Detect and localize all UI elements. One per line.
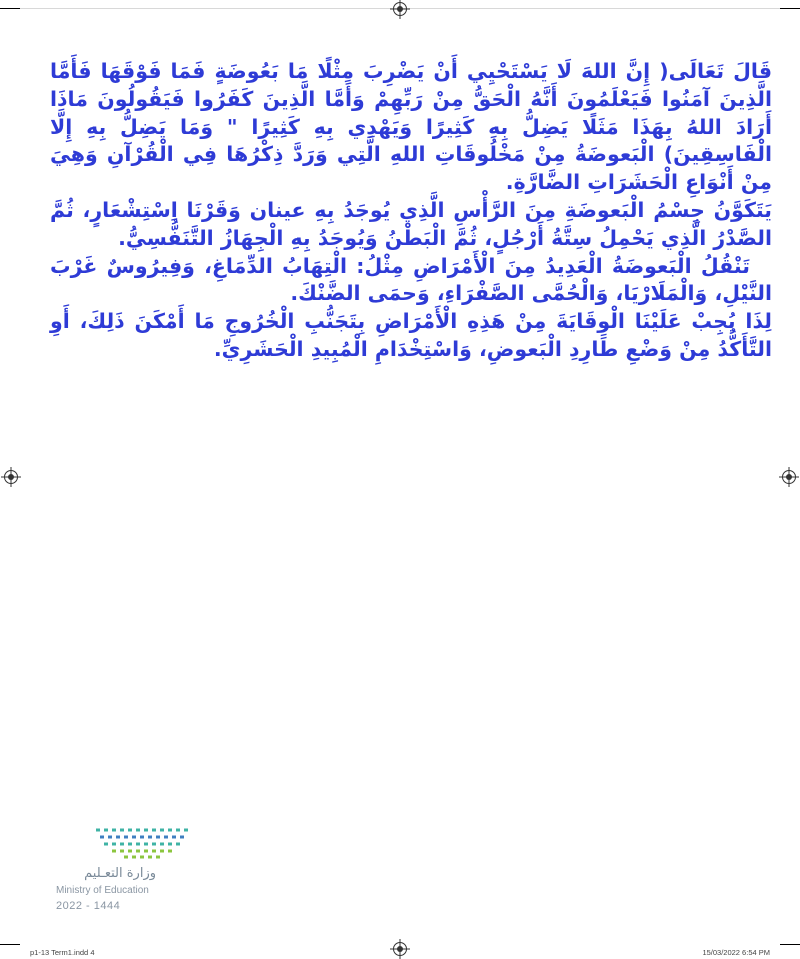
crop-mark — [0, 8, 20, 9]
footer-timestamp: 15/03/2022 6:54 PM — [702, 948, 770, 957]
logo-dot — [160, 829, 164, 832]
edition-year: 2022 - 1444 — [56, 900, 121, 912]
logo-dot — [156, 836, 160, 839]
logo-dot — [104, 843, 108, 846]
footer-file-name: p1-13 Term1.indd 4 — [30, 948, 95, 957]
logo-dot — [152, 843, 156, 846]
logo-dot — [176, 843, 180, 846]
logo-dot — [172, 836, 176, 839]
ministry-name-english: Ministry of Education — [56, 885, 149, 896]
logo-dot — [128, 850, 132, 853]
crop-mark — [780, 944, 800, 945]
logo-dot — [120, 829, 124, 832]
logo-dot — [108, 836, 112, 839]
logo-dot — [148, 836, 152, 839]
logo-dot — [144, 843, 148, 846]
registration-mark-icon — [782, 470, 796, 484]
paragraph-diseases: تَنْقُلُ الْبَعوضَةُ الْعَدِيدُ مِنَ الْأَمْرَاضِ مِثْلُ: الْتِهَابُ الدِّمَاغِ، وَفِيرُوسٌ غَرْبَ النَّيْلِ، وَالْمَلَارْيَا، وَالْحُمَّى الصَّفْرَاءِ، وَحمَى الضَّنْكَ. — [50, 253, 772, 306]
logo-dot — [148, 856, 152, 859]
logo-dot — [156, 856, 160, 859]
logo-dot — [112, 850, 116, 853]
crop-mark — [0, 944, 20, 945]
registration-mark-icon — [393, 2, 407, 16]
logo-dot — [112, 843, 116, 846]
logo-dot — [184, 829, 188, 832]
ministry-name-arabic: وزارة التعـليم — [84, 866, 156, 881]
logo-dot — [124, 856, 128, 859]
logo-dot — [124, 836, 128, 839]
ministry-logo-icon — [96, 826, 188, 862]
logo-dot — [136, 829, 140, 832]
crop-mark — [780, 8, 800, 9]
logo-dot — [116, 836, 120, 839]
logo-dot — [96, 829, 100, 832]
logo-dot — [120, 850, 124, 853]
logo-dot — [152, 829, 156, 832]
logo-dot — [152, 850, 156, 853]
logo-dot — [168, 829, 172, 832]
logo-dot — [168, 843, 172, 846]
logo-dot — [128, 843, 132, 846]
logo-dot — [164, 836, 168, 839]
logo-dot — [104, 829, 108, 832]
logo-dot — [140, 836, 144, 839]
registration-mark-icon — [4, 470, 18, 484]
logo-dot — [176, 829, 180, 832]
ministry-logo — [56, 826, 196, 916]
logo-dot — [136, 843, 140, 846]
logo-dot — [140, 856, 144, 859]
logo-dot — [160, 850, 164, 853]
logo-dot — [128, 829, 132, 832]
registration-mark-icon — [393, 942, 407, 956]
logo-dot — [144, 829, 148, 832]
paragraph-prevention: لِذَا يُجِبْ عَلَيْنَا الْوِقَايَةَ مِنْ هَذِهِ الْأَمْرَاضِ بِتَجَنُّبِ الْخُرُوجِ مَا أَمْكَنَ ذَلِكَ، أَوِ التَّأَكُّدُ مِنْ وَضْعِ طَارِدِ الْبَعوضِ، وَاسْتِخْدَامِ الْمُبِيدِ الْحَشَرِيِّ. — [50, 309, 772, 361]
logo-dot — [112, 829, 116, 832]
logo-dot — [120, 843, 124, 846]
logo-dot — [132, 856, 136, 859]
logo-dot — [100, 836, 104, 839]
logo-dot — [180, 836, 184, 839]
logo-dot — [136, 850, 140, 853]
logo-dot — [132, 836, 136, 839]
paragraph-body-structure: يَتَكَوَّنُ جِسْمُ الْبَعوضَةِ مِنَ الرَّأْسِ الَّذِي يُوجَدُ بِهِ عينان وَقَرْنَا اِسْتِشْعَارٍ، ثُمَّ الصَّدْرُ الَّذِي يَحْمِلُ سِتَّةُ أَرْجُلٍ، ثُمَّ الْبَطْنُ وَيُوجَدُ بِهِ الْجِهَازُ التَّنَفُّسِيُّ. — [50, 197, 772, 250]
body-text — [50, 58, 772, 364]
logo-dot — [144, 850, 148, 853]
logo-dot — [168, 850, 172, 853]
paragraph-quran-verse: قَالَ تَعَالَى( إِنَّ اللهَ لَا يَسْتَحْيِي أَنْ يَضْرِبَ مِثْلًا مَا بَعُوضَةٍ فَمَا فَوْقَهَا فَأَمَّا الَّذِينَ آمَنُوا فَيَعْلَمُونَ أَنَّهُ الْحَقُّ مِنْ رَبِّهِمْ وَأَمَّا الَّذِينَ كَفَرُوا فَيَقُولُونَ مَاذَا أَرَادَ اللهُ بِهَذَا مَثَلًا يَضِلُّ بِهِ كَثِيرًا وَيَهْدِي بِهِ كَثِيرًا " وَمَا يَضِلُّ بِهِ إِلَّا الْفَاسِقِينَ) الْبَعوضَةُ مِنْ مَخْلُوقَاتِ اللهِ الَّتِي وَرَدَّ ذِكْرُهَا فِي الْقُرْآنِ وَهِيَ مِنْ أَنْوَاعِ الْحَشَرَاتِ الضَّارَّةِ. — [50, 59, 772, 195]
logo-dot — [160, 843, 164, 846]
